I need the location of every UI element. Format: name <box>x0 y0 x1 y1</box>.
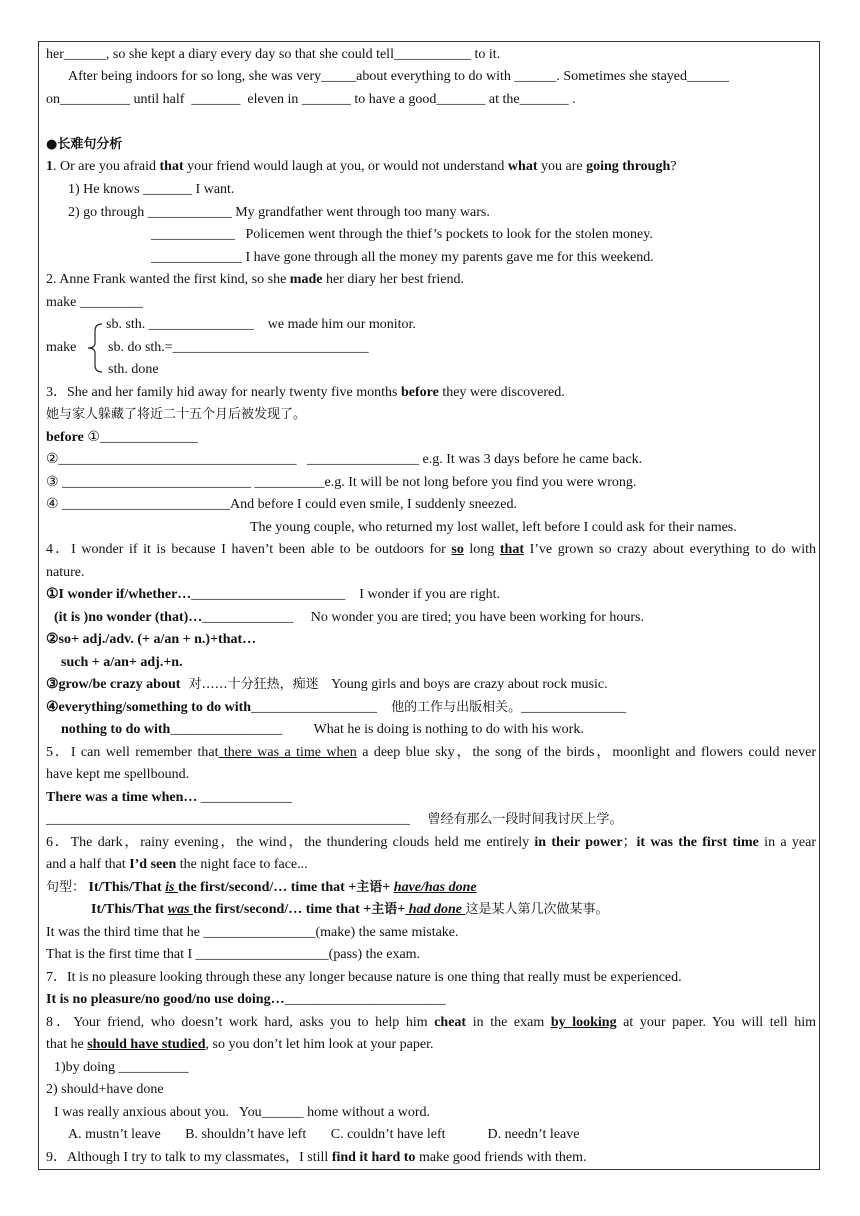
text-line: That is the first time that I ___________________(pass) the exam. <box>46 947 421 962</box>
text-line: _____________ I have gone through all the money my parents gave me for this weekend. <box>151 250 654 265</box>
text-line: nature. <box>46 565 85 580</box>
section-heading: ●长难句分析 <box>46 137 123 152</box>
text-line: ②__________________________________ ________________ e.g. It was 3 days before he came back. <box>46 452 643 467</box>
sentence-7: 7．It is no pleasure looking through these any longer because nature is one thing that really must be experienced. <box>46 970 682 985</box>
text-line: ③ ___________________________ __________e.g. It will be not long before you find you were wrong. <box>46 475 637 490</box>
text-line: It is no pleasure/no good/no use doing…_______________________ <box>46 992 446 1007</box>
text-line: ____________________________________________________ 曾经有那么一段时间我讨厌上学。 <box>46 812 623 827</box>
sentence-2: 2. Anne Frank wanted the first kind, so she made her diary her best friend. <box>46 272 464 287</box>
brace-icon <box>86 323 104 373</box>
text-line: ____________ Policemen went through the thief’s pockets to look for the stolen money. <box>151 227 653 242</box>
text-line: her______, so she kept a diary every day so that she could tell___________ to it. <box>46 47 501 62</box>
text-line: (it is )no wonder (that)…_____________ No wonder you are tired; you have been working for hours. <box>54 610 644 625</box>
text-line: I was really anxious about you. You______ home without a word. <box>54 1105 431 1120</box>
text-line: sth. done <box>108 362 159 377</box>
text-line: 1) He knows _______ I want. <box>68 182 235 197</box>
sentence-3: 3．She and her family hid away for nearly twenty five months before they were discovered. <box>46 385 565 400</box>
text-line: on__________ until half _______ eleven in _______ to have a good_______ at the_______ . <box>46 92 576 107</box>
text-line: nothing to do with________________ What he is doing is nothing to do with his work. <box>61 722 584 737</box>
sentence-5: 5．I can well remember that there was a time when a deep blue sky，the song of the birds，moonlight and flowers could never <box>46 745 816 760</box>
pattern-line: It/This/That was the first/second/… time that +主语+ had done 这是某人第几次做某事。 <box>91 902 609 917</box>
text-line: It was the third time that he ________________(make) the same mistake. <box>46 925 459 940</box>
text-line: that he should have studied, so you don’t let him look at your paper. <box>46 1037 434 1052</box>
text-line: such + a/an+ adj.+n. <box>61 655 183 670</box>
text-line: 2) should+have done <box>46 1082 164 1097</box>
sentence-4: 4．I wonder if it is because I haven’t been able to be outdoors for so long that I’ve grown so crazy about everything to do with <box>46 542 817 557</box>
text-line: sb. sth. _______________ we made him our monitor. <box>106 317 416 332</box>
text-line: have kept me spellbound. <box>46 767 190 782</box>
text-line: make <box>46 340 77 355</box>
text-line: The young couple, who returned my lost wallet, left before I could ask for their names. <box>250 520 737 535</box>
text-line: ④everything/something to do with__________________ 他的工作与出版相关。_______________ <box>46 700 627 715</box>
text-line: sb. do sth.=____________________________ <box>108 340 369 355</box>
text-line: 1)by doing __________ <box>54 1060 189 1075</box>
translation-line: 她与家人躲藏了将近二十五个月后被发现了。 <box>46 407 307 422</box>
sentence-8: 8．Your friend, who doesn’t work hard, asks you to help him cheat in the exam by looking at your paper. You will tell him <box>46 1015 817 1030</box>
text-line: ④ ________________________And before I could even smile, I suddenly sneezed. <box>46 497 517 512</box>
sentence-9: 9．Although I try to talk to my classmates，I still find it hard to make good friends with them. <box>46 1150 587 1165</box>
text-line: ③grow/be crazy about 对……十分狂热，痴迷 Young girls and boys are crazy about rock music. <box>46 677 608 692</box>
answer-options: A. mustn’t leave B. shouldn’t have left C. couldn’t have left D. needn’t leave <box>68 1127 580 1142</box>
text-line: before ①______________ <box>46 430 198 445</box>
pattern-line: 句型： It/This/That is the first/second/… time that +主语+ have/has done <box>46 880 477 895</box>
text-line: ②so+ adj./adv. (+ a/an + n.)+that… <box>46 632 257 647</box>
text-line: There was a time when… _____________ <box>46 790 292 805</box>
text-line: make _________ <box>46 295 143 310</box>
text-line: 2) go through ____________ My grandfather went through too many wars. <box>68 205 490 220</box>
text-line: ①I wonder if/whether…______________________ I wonder if you are right. <box>46 587 501 602</box>
sentence-6: 6．The dark，rainy evening，the wind，the thundering clouds held me entirely in their power；it was the first time in a year <box>46 835 817 850</box>
text-line: and a half that I’d seen the night face to face... <box>46 857 308 872</box>
text-line: After being indoors for so long, she was very_____about everything to do with ______. Sometimes she stayed______ <box>68 69 730 84</box>
sentence-1: 1. Or are you afraid that your friend would laugh at you, or would not understand what you are going through? <box>46 159 677 174</box>
